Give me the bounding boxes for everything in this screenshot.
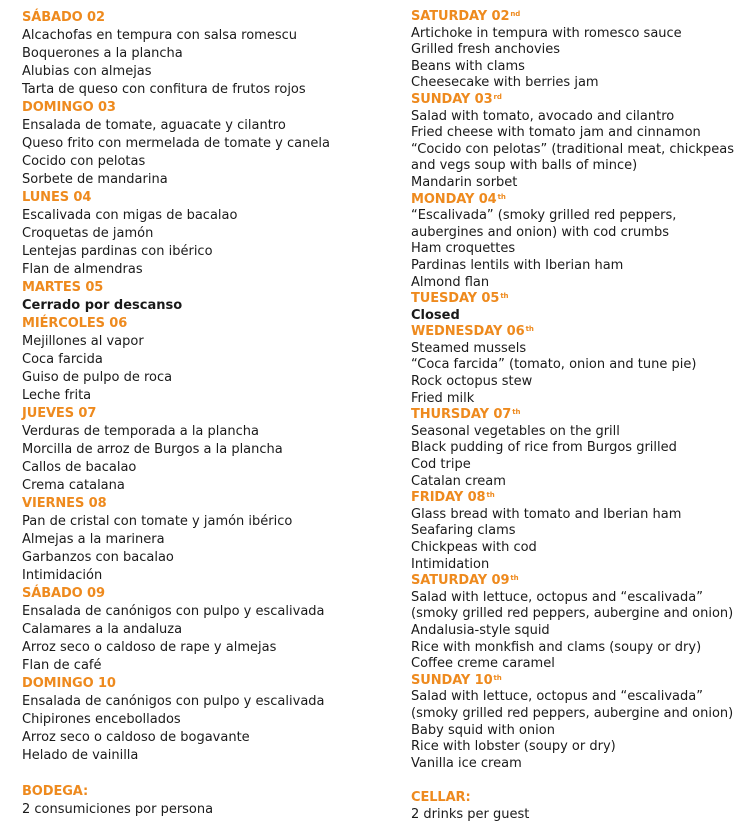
day-heading-text: TUESDAY 05 (411, 291, 500, 307)
menu-dish: “Coca farcida” (tomato, onion and tune pie) (411, 357, 697, 373)
menu-dish: Morcilla de arroz de Burgos a la plancha (22, 442, 283, 457)
day-ordinal-suffix: th (500, 292, 509, 301)
day-heading (411, 673, 747, 690)
day-heading-text: THURSDAY 07 (411, 407, 512, 423)
menu-dish: Ensalada de canónigos con pulpo y escalivada (22, 604, 325, 619)
cellar-heading: BODEGA: (22, 784, 89, 799)
menu-column-english (411, 9, 747, 824)
day-heading (411, 192, 747, 209)
menu-dish: Arroz seco o caldoso de rape y almejas (22, 640, 277, 655)
day-heading-text: MARTES 05 (22, 280, 104, 295)
menu-dish: “Cocido con pelotas” (traditional meat, chickpeas and vegs soup with balls of mince) (411, 141, 735, 174)
day-heading (22, 315, 392, 333)
spacer (22, 765, 392, 783)
cellar-text: 2 consumiciones por persona (22, 802, 214, 817)
day-heading-text: JUEVES 07 (22, 406, 97, 421)
day-ordinal-suffix: th (497, 192, 506, 201)
day-heading (22, 9, 392, 27)
menu-dish: Mandarin sorbet (411, 174, 518, 190)
day-heading-text: SÁBADO 02 (22, 10, 105, 25)
menu-dish: Baby squid with onion (411, 722, 555, 738)
day-heading (22, 675, 392, 693)
menu-dish: Vanilla ice cream (411, 755, 522, 771)
menu-dish: Fried milk (411, 390, 475, 406)
day-heading-text: SUNDAY 10 (411, 672, 493, 688)
menu-dish: Croquetas de jamón (22, 226, 154, 241)
menu-dish: Alubias con almejas (22, 64, 152, 79)
day-heading (411, 324, 747, 341)
day-ordinal-suffix: nd (510, 10, 521, 18)
menu-dish: Ensalada de canónigos con pulpo y escalivada (22, 694, 325, 709)
day-heading (22, 279, 392, 297)
day-heading-text: LUNES 04 (22, 190, 92, 205)
menu-dish: Chipirones encebollados (22, 712, 181, 727)
menu-dish: Arroz seco o caldoso de bogavante (22, 730, 250, 745)
menu-dish: Salad with lettuce, octopus and “escalivada” (smoky grilled red peppers, aubergine and onion) (411, 689, 734, 721)
menu-dish: Callos de bacalao (22, 460, 137, 475)
day-heading-text: SATURDAY 09 (411, 573, 510, 589)
menu-dish: Ensalada de tomate, aguacate y cilantro (22, 118, 286, 133)
menu-dish: Pardinas lentils with Iberian ham (411, 257, 624, 273)
menu-dish: Intimidación (22, 568, 103, 583)
menu-dish: Glass bread with tomato and Iberian ham (411, 506, 682, 522)
menu-dish: Steamed mussels (411, 340, 527, 356)
menu-dish: Almejas a la marinera (22, 532, 165, 547)
day-heading (411, 490, 747, 507)
menu-dish: Rice with monkfish and clams (soupy or dry) (411, 639, 702, 655)
day-heading-text: MONDAY 04 (411, 191, 497, 207)
menu-dish: Mejillones al vapor (22, 334, 144, 349)
menu-dish: Lentejas pardinas con ibérico (22, 244, 213, 259)
menu-dish: Ham croquettes (411, 241, 516, 257)
menu-dish: Almond flan (411, 274, 490, 290)
menu-dish: Queso frito con mermelada de tomate y canela (22, 136, 330, 151)
menu-dish: Catalan cream (411, 473, 506, 489)
menu-dish: Boquerones a la plancha (22, 46, 183, 61)
menu-dish: Crema catalana (22, 478, 125, 493)
day-heading-text: SUNDAY 03 (411, 91, 493, 107)
menu-dish: Coffee creme caramel (411, 656, 555, 672)
menu-dish: Salad with lettuce, octopus and “escalivada” (smoky grilled red peppers, aubergine and onion) (411, 589, 734, 622)
menu-dish: Grilled fresh anchovies (411, 42, 561, 58)
day-ordinal-suffix: th (510, 574, 519, 583)
day-heading (22, 99, 392, 117)
day-heading-text: DOMINGO 03 (22, 100, 116, 115)
menu-dish: Sorbete de mandarina (22, 172, 168, 187)
menu-dish: Fried cheese with tomato jam and cinnamon (411, 125, 701, 141)
menu-dish: Seasonal vegetables on the grill (411, 423, 620, 439)
menu-dish: Cod tripe (411, 457, 471, 473)
day-heading-text: SATURDAY 02 (411, 9, 510, 24)
day-ordinal-suffix: rd (493, 92, 502, 101)
menu-dish: Leche frita (22, 388, 92, 403)
spacer (411, 772, 747, 790)
day-heading (22, 405, 392, 423)
day-heading (22, 585, 392, 603)
menu-dish: Flan de café (22, 658, 102, 673)
menu-dish: Chickpeas with cod (411, 540, 537, 555)
menu-dish: Escalivada con migas de bacalao (22, 208, 238, 223)
menu-dish: Pan de cristal con tomate y jamón ibérico (22, 514, 293, 529)
menu-dish: Seafaring clams (411, 523, 516, 539)
menu-dish: Andalusia-style squid (411, 622, 550, 638)
day-ordinal-suffix: th (512, 408, 521, 417)
cellar-heading: CELLAR: (411, 790, 471, 806)
menu-dish: Rice with lobster (soupy or dry) (411, 739, 616, 755)
menu-dish: Tarta de queso con confitura de frutos rojos (22, 82, 306, 97)
menu-dish: Garbanzos con bacalao (22, 550, 174, 565)
menu-dish: Rock octopus stew (411, 374, 533, 390)
menu-dish: Cerrado por descanso (22, 298, 183, 313)
day-ordinal-suffix: th (493, 673, 502, 682)
day-heading-text: SÁBADO 09 (22, 586, 105, 601)
day-heading-text: MIÉRCOLES 06 (22, 316, 128, 331)
menu-dish: Salad with tomato, avocado and cilantro (411, 108, 675, 124)
menu-dish: Coca farcida (22, 352, 103, 367)
menu-dish: Alcachofas en tempura con salsa romescu (22, 28, 297, 43)
day-heading (22, 495, 392, 513)
day-heading-text: DOMINGO 10 (22, 676, 116, 691)
cellar-text: 2 drinks per guest (411, 806, 530, 822)
menu-dish: Black pudding of rice from Burgos grilled (411, 440, 677, 456)
day-heading (411, 573, 747, 590)
menu-dish: “Escalivada” (smoky grilled red peppers, aubergines and onion) with cod crumbs (411, 208, 677, 240)
menu-dish: Guiso de pulpo de roca (22, 370, 173, 385)
menu-dish: Cheesecake with berries jam (411, 75, 599, 91)
menu-dish: Beans with clams (411, 58, 525, 74)
day-heading (411, 291, 747, 308)
menu-dish: Flan de almendras (22, 262, 143, 277)
day-heading-text: FRIDAY 08 (411, 490, 486, 506)
menu-dish: Intimidation (411, 556, 490, 572)
menu-dish: Helado de vainilla (22, 748, 139, 763)
day-heading-text: WEDNESDAY 06 (411, 324, 525, 340)
day-ordinal-suffix: th (486, 491, 495, 500)
day-heading (411, 9, 747, 26)
menu-dish: Cocido con pelotas (22, 154, 146, 169)
day-ordinal-suffix: th (525, 325, 534, 334)
day-heading-text: VIERNES 08 (22, 496, 107, 511)
menu-dish: Verduras de temporada a la plancha (22, 424, 259, 439)
menu-dish: Calamares a la andaluza (22, 622, 183, 637)
menu-dish: Closed (411, 307, 460, 323)
menu-dish: Artichoke in tempura with romesco sauce (411, 25, 682, 41)
day-heading (411, 407, 747, 424)
menu-column-spanish (22, 9, 392, 819)
day-heading (411, 92, 747, 109)
day-heading (22, 189, 392, 207)
